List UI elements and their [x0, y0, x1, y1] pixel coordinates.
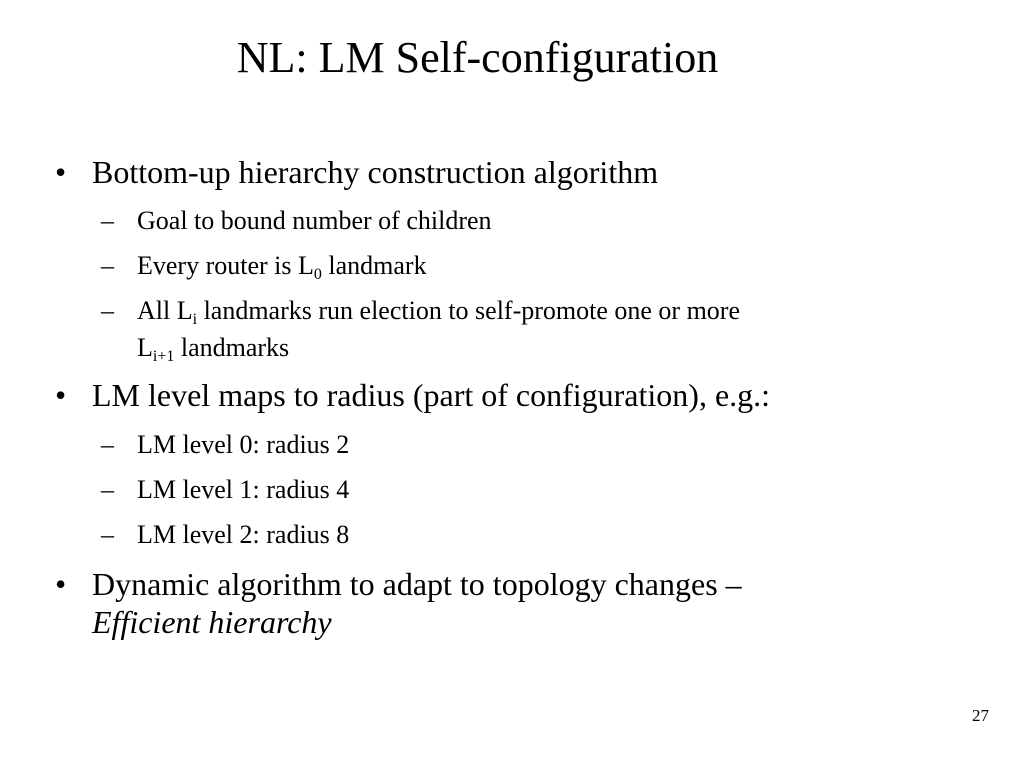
bullet-text: LM level maps to radius (part of configuration), e.g.: — [92, 377, 771, 413]
sub-bullet-text: LM level 2: radius 8 — [137, 520, 350, 549]
subscript: i+1 — [152, 348, 175, 365]
sub-bullet-text — [137, 292, 937, 366]
sub-bullet-text: Goal to bound number of children — [137, 206, 492, 235]
text-segment: All L — [137, 296, 193, 325]
bullet-marker: • — [55, 566, 67, 602]
sub-bullet-marker: – — [101, 430, 114, 459]
sub-bullet-text — [137, 247, 937, 284]
sub-bullet-marker: – — [101, 520, 114, 549]
text-segment: Dynamic algorithm to adapt to topology changes – — [92, 566, 742, 602]
emphasis-text: Efficient hierarchy — [92, 604, 332, 640]
subscript: i — [192, 311, 198, 328]
sub-bullet-marker: – — [101, 475, 114, 504]
sub-bullet-text: LM level 1: radius 4 — [137, 475, 350, 504]
bullet-marker: • — [55, 377, 67, 413]
bullet-text: Bottom-up hierarchy construction algorithm — [92, 154, 659, 190]
subscript: 0 — [313, 266, 322, 283]
slide-title: NL: LM Self-configuration — [236, 33, 719, 82]
text-segment: landmarks run election to self-promote one or more — [197, 296, 741, 325]
sub-bullet-marker: – — [101, 296, 114, 325]
bullet-marker: • — [55, 154, 67, 190]
sub-bullet-marker: – — [101, 206, 114, 235]
bullet-text — [92, 565, 952, 641]
sub-bullet-marker: – — [101, 251, 114, 280]
page-number: 27 — [972, 706, 989, 725]
text-segment: Every router is L — [137, 251, 314, 280]
text-segment: L — [137, 333, 153, 362]
text-segment: landmarks — [174, 333, 290, 362]
text-segment: landmark — [321, 251, 427, 280]
sub-bullet-text: LM level 0: radius 2 — [137, 430, 350, 459]
